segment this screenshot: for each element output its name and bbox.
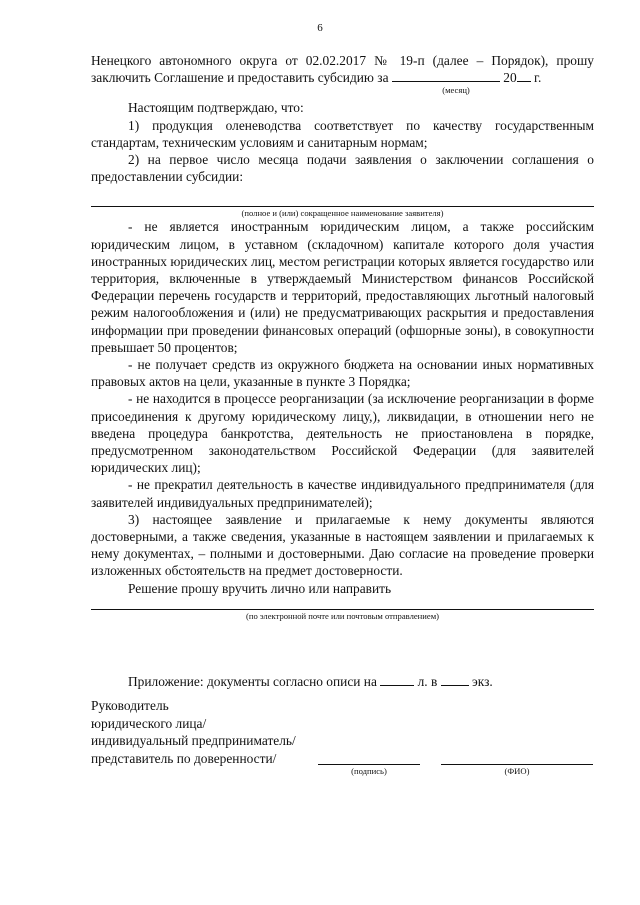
signatory-line-3: индивидуальный предприниматель/ xyxy=(91,733,296,749)
intro-line-1: Ненецкого автономного округа от 02.02.2017 № 19-п (далее – Порядок), прошу xyxy=(91,53,594,68)
attachment-end: экз. xyxy=(472,673,493,689)
signature-caption: (подпись) xyxy=(351,766,387,776)
sheets-blank xyxy=(380,673,414,686)
item-2: 2) на первое число месяца подачи заявления о заключении соглашения о предоставлении субсидии: xyxy=(91,152,594,185)
signatory-line-2: юридического лица/ xyxy=(91,715,207,731)
month-caption: (месяц) xyxy=(442,85,470,96)
signatory-line-1: Руководитель xyxy=(91,698,169,713)
month-blank xyxy=(392,69,500,82)
delivery-caption: (по электронной почте или почтовым отправлением) xyxy=(245,610,439,621)
page-number: 6 xyxy=(317,22,323,34)
year-blank xyxy=(517,69,531,82)
year-suffix: г. xyxy=(534,70,542,86)
signatory-block xyxy=(91,697,296,767)
full-name-caption: (ФИО) xyxy=(504,766,530,776)
delivery-method-line xyxy=(91,609,594,610)
attachment-line xyxy=(91,673,594,690)
attachment-mid: л. в xyxy=(417,673,438,689)
confirm-heading: Настоящим подтверждаю, что: xyxy=(128,100,304,116)
copies-blank xyxy=(441,673,469,686)
item-3: 3) настоящее заявление и прилагаемые к нему документы являются достоверными, а также сведения, указанные в настоящем заявлении и прилагаемых к нему документах, – полными и достоверными. Даю согласие на проведение проверки изложенных обстоятельств на предмет достоверности. xyxy=(91,511,594,579)
signatory-line-4: представитель по доверенности/ xyxy=(91,750,277,766)
attachment-start: Приложение: документы согласно описи на xyxy=(128,673,377,689)
intro-line-2 xyxy=(91,69,594,86)
full-name-line xyxy=(441,764,593,765)
bullet-3: - не находится в процессе реорганизации (за исключение реорганизации в форме присоединения к другому юридическому лицу,), ликвидации, в отношении него не введена процедура банкротства, деятельность не приостановлена в порядке, предусмотренном законодательством Российской Федерации (для заявителей юридических лиц); xyxy=(91,391,594,476)
applicant-name-line xyxy=(91,206,594,207)
decision: Решение прошу вручить лично или направить xyxy=(128,580,392,596)
bullet-1: - не является иностранным юридическим лицом, а также российским юридическим лицом, в уставном (складочном) капитале которого доля участия иностранных юридических лиц, местом регистрации которых является государство или территория, включенные в утверждаемый Министерством финансов Российской Федерации перечень государств и территорий, предоставляющих льготный налоговый режим налогообложения и (или) не предусматривающих раскрытия и предоставления информации при проведении финансовых операций (офшорные зоны), в совокупности превышает 50 процентов; xyxy=(91,219,594,355)
bullet-4: - не прекратил деятельность в качестве индивидуального предпринимателя (для заявителей индивидуальных предпринимателей); xyxy=(91,477,594,510)
applicant-caption: (полное и (или) сокращенное наименование заявителя) xyxy=(241,208,444,219)
bullet-2: - не получает средств из окружного бюджета на основании иных нормативных правовых актов на цели, указанные в пункте 3 Порядка; xyxy=(91,357,594,390)
signature-line xyxy=(318,764,420,765)
document-body xyxy=(91,52,594,690)
intro-line-2-text: заключить Соглашение и предоставить субсидию за xyxy=(91,70,389,86)
year-prefix: 20 xyxy=(503,70,517,86)
item-1: 1) продукция оленеводства соответствует по качеству государственным стандартам, техническим условиям и санитарным нормам; xyxy=(91,117,594,150)
